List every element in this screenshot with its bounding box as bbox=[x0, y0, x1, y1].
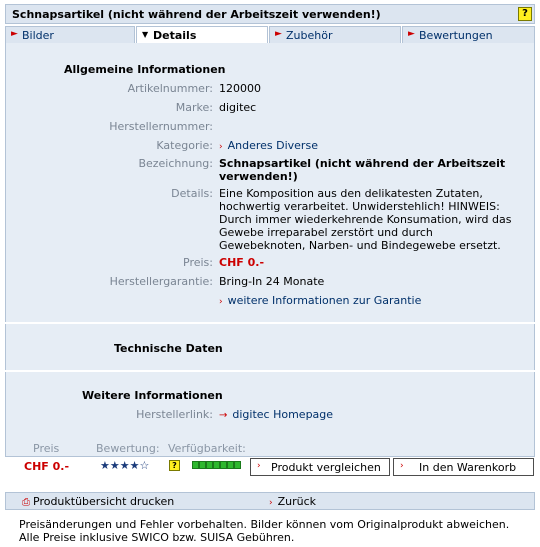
tab-label: Zubehör bbox=[286, 29, 333, 42]
herstellerlink-label-text: digitec Homepage bbox=[232, 408, 334, 421]
compare-button-label: Produkt vergleichen bbox=[271, 461, 381, 474]
arrow-right-icon: ► bbox=[275, 29, 282, 39]
tab-label: Bewertungen bbox=[419, 29, 493, 42]
preis-value: CHF 0.- bbox=[219, 256, 265, 269]
marke-value: digitec bbox=[219, 101, 257, 114]
summary-price: CHF 0.- bbox=[24, 460, 70, 473]
bezeichnung-label: Bezeichnung: bbox=[138, 157, 213, 170]
herstellerlink[interactable] bbox=[219, 408, 333, 421]
section-title-general: Allgemeine Informationen bbox=[64, 63, 226, 76]
availability-segment bbox=[234, 461, 241, 469]
summary-rating-header: Bewertung: bbox=[96, 442, 160, 455]
garantie-label: Herstellergarantie: bbox=[109, 275, 213, 288]
availability-segment bbox=[206, 461, 213, 469]
add-to-cart-button[interactable] bbox=[393, 458, 534, 476]
arrow-right-icon: › bbox=[257, 461, 261, 471]
summary-availability-header: Verfügbarkeit: bbox=[168, 442, 246, 455]
arrow-right-icon: › bbox=[219, 142, 223, 152]
kategorie-label: Kategorie: bbox=[156, 139, 213, 152]
back-link-label: Zurück bbox=[277, 495, 317, 508]
details-label: Details: bbox=[171, 187, 213, 200]
arrow-right-icon: ► bbox=[408, 29, 415, 39]
herstellernummer-label: Herstellernummer: bbox=[109, 120, 213, 133]
external-arrow-icon: → bbox=[219, 410, 228, 421]
help-button[interactable]: ? bbox=[518, 7, 532, 21]
section-divider bbox=[5, 322, 535, 324]
artikelnummer-label: Artikelnummer: bbox=[127, 82, 213, 95]
printer-icon: ⎙ bbox=[22, 497, 30, 508]
garantie-info-link-label: weitere Informationen zur Garantie bbox=[227, 294, 422, 307]
arrow-right-icon: › bbox=[400, 461, 404, 471]
garantie-info-link[interactable] bbox=[219, 294, 421, 307]
details-value: Eine Komposition aus den delikatesten Zutaten, hochwertig verarbeitet. Unwiderstehlich! HINWEIS: Durch immer wiederkehrende Konsumation, wird das Gewebe irreparabel zerstört und durch Gewebeknoten, Narben- und Bindegewebe ersetzt. bbox=[219, 187, 512, 252]
arrow-right-icon: › bbox=[219, 297, 223, 307]
availability-segment bbox=[227, 461, 234, 469]
section-title-technical: Technische Daten bbox=[114, 342, 223, 355]
preis-label: Preis: bbox=[183, 256, 213, 269]
tab-bilder[interactable] bbox=[5, 26, 135, 43]
arrow-down-icon: ▼ bbox=[142, 30, 149, 39]
bezeichnung-value: Schnapsartikel (nicht während der Arbeitszeit verwenden!) bbox=[219, 157, 506, 183]
artikelnummer-value: 120000 bbox=[219, 82, 261, 95]
rating-stars: ★★★★☆ bbox=[100, 459, 150, 472]
footer-line-2: Alle Preise inklusive SWICO bzw. SUISA Gebühren. bbox=[19, 531, 295, 544]
tab-details[interactable] bbox=[136, 26, 268, 44]
kategorie-link-label: Anderes Diverse bbox=[227, 139, 318, 152]
tab-label: Bilder bbox=[22, 29, 54, 42]
availability-segment bbox=[213, 461, 220, 469]
availability-help-icon[interactable]: ? bbox=[169, 460, 180, 471]
add-to-cart-button-label: In den Warenkorb bbox=[419, 461, 517, 474]
section-divider bbox=[5, 370, 535, 372]
product-title: Schnapsartikel (nicht während der Arbeitszeit verwenden!) bbox=[12, 8, 381, 21]
marke-label: Marke: bbox=[175, 101, 213, 114]
tab-zubehoer[interactable] bbox=[269, 26, 401, 43]
back-link[interactable] bbox=[269, 495, 316, 508]
tab-label: Details bbox=[153, 29, 197, 42]
tab-bewertungen[interactable] bbox=[402, 26, 535, 43]
arrow-right-icon: ► bbox=[11, 29, 18, 39]
product-header bbox=[5, 4, 535, 24]
arrow-right-icon: › bbox=[269, 498, 273, 508]
print-overview-link[interactable] bbox=[22, 495, 174, 508]
summary-price-header: Preis bbox=[33, 442, 60, 455]
print-overview-label: Produktübersicht drucken bbox=[33, 495, 175, 508]
herstellerlink-label: Herstellerlink: bbox=[136, 408, 213, 421]
availability-segment bbox=[199, 461, 206, 469]
availability-segment bbox=[192, 461, 199, 469]
availability-segment bbox=[220, 461, 227, 469]
footer-disclaimer bbox=[19, 518, 529, 544]
footer-line-1: Preisänderungen und Fehler vorbehalten. Bilder können vom Originalprodukt abweichen. bbox=[19, 518, 510, 531]
section-title-more: Weitere Informationen bbox=[82, 389, 223, 402]
garantie-value: Bring-In 24 Monate bbox=[219, 275, 325, 288]
compare-button[interactable] bbox=[250, 458, 390, 476]
kategorie-link[interactable] bbox=[219, 139, 318, 152]
